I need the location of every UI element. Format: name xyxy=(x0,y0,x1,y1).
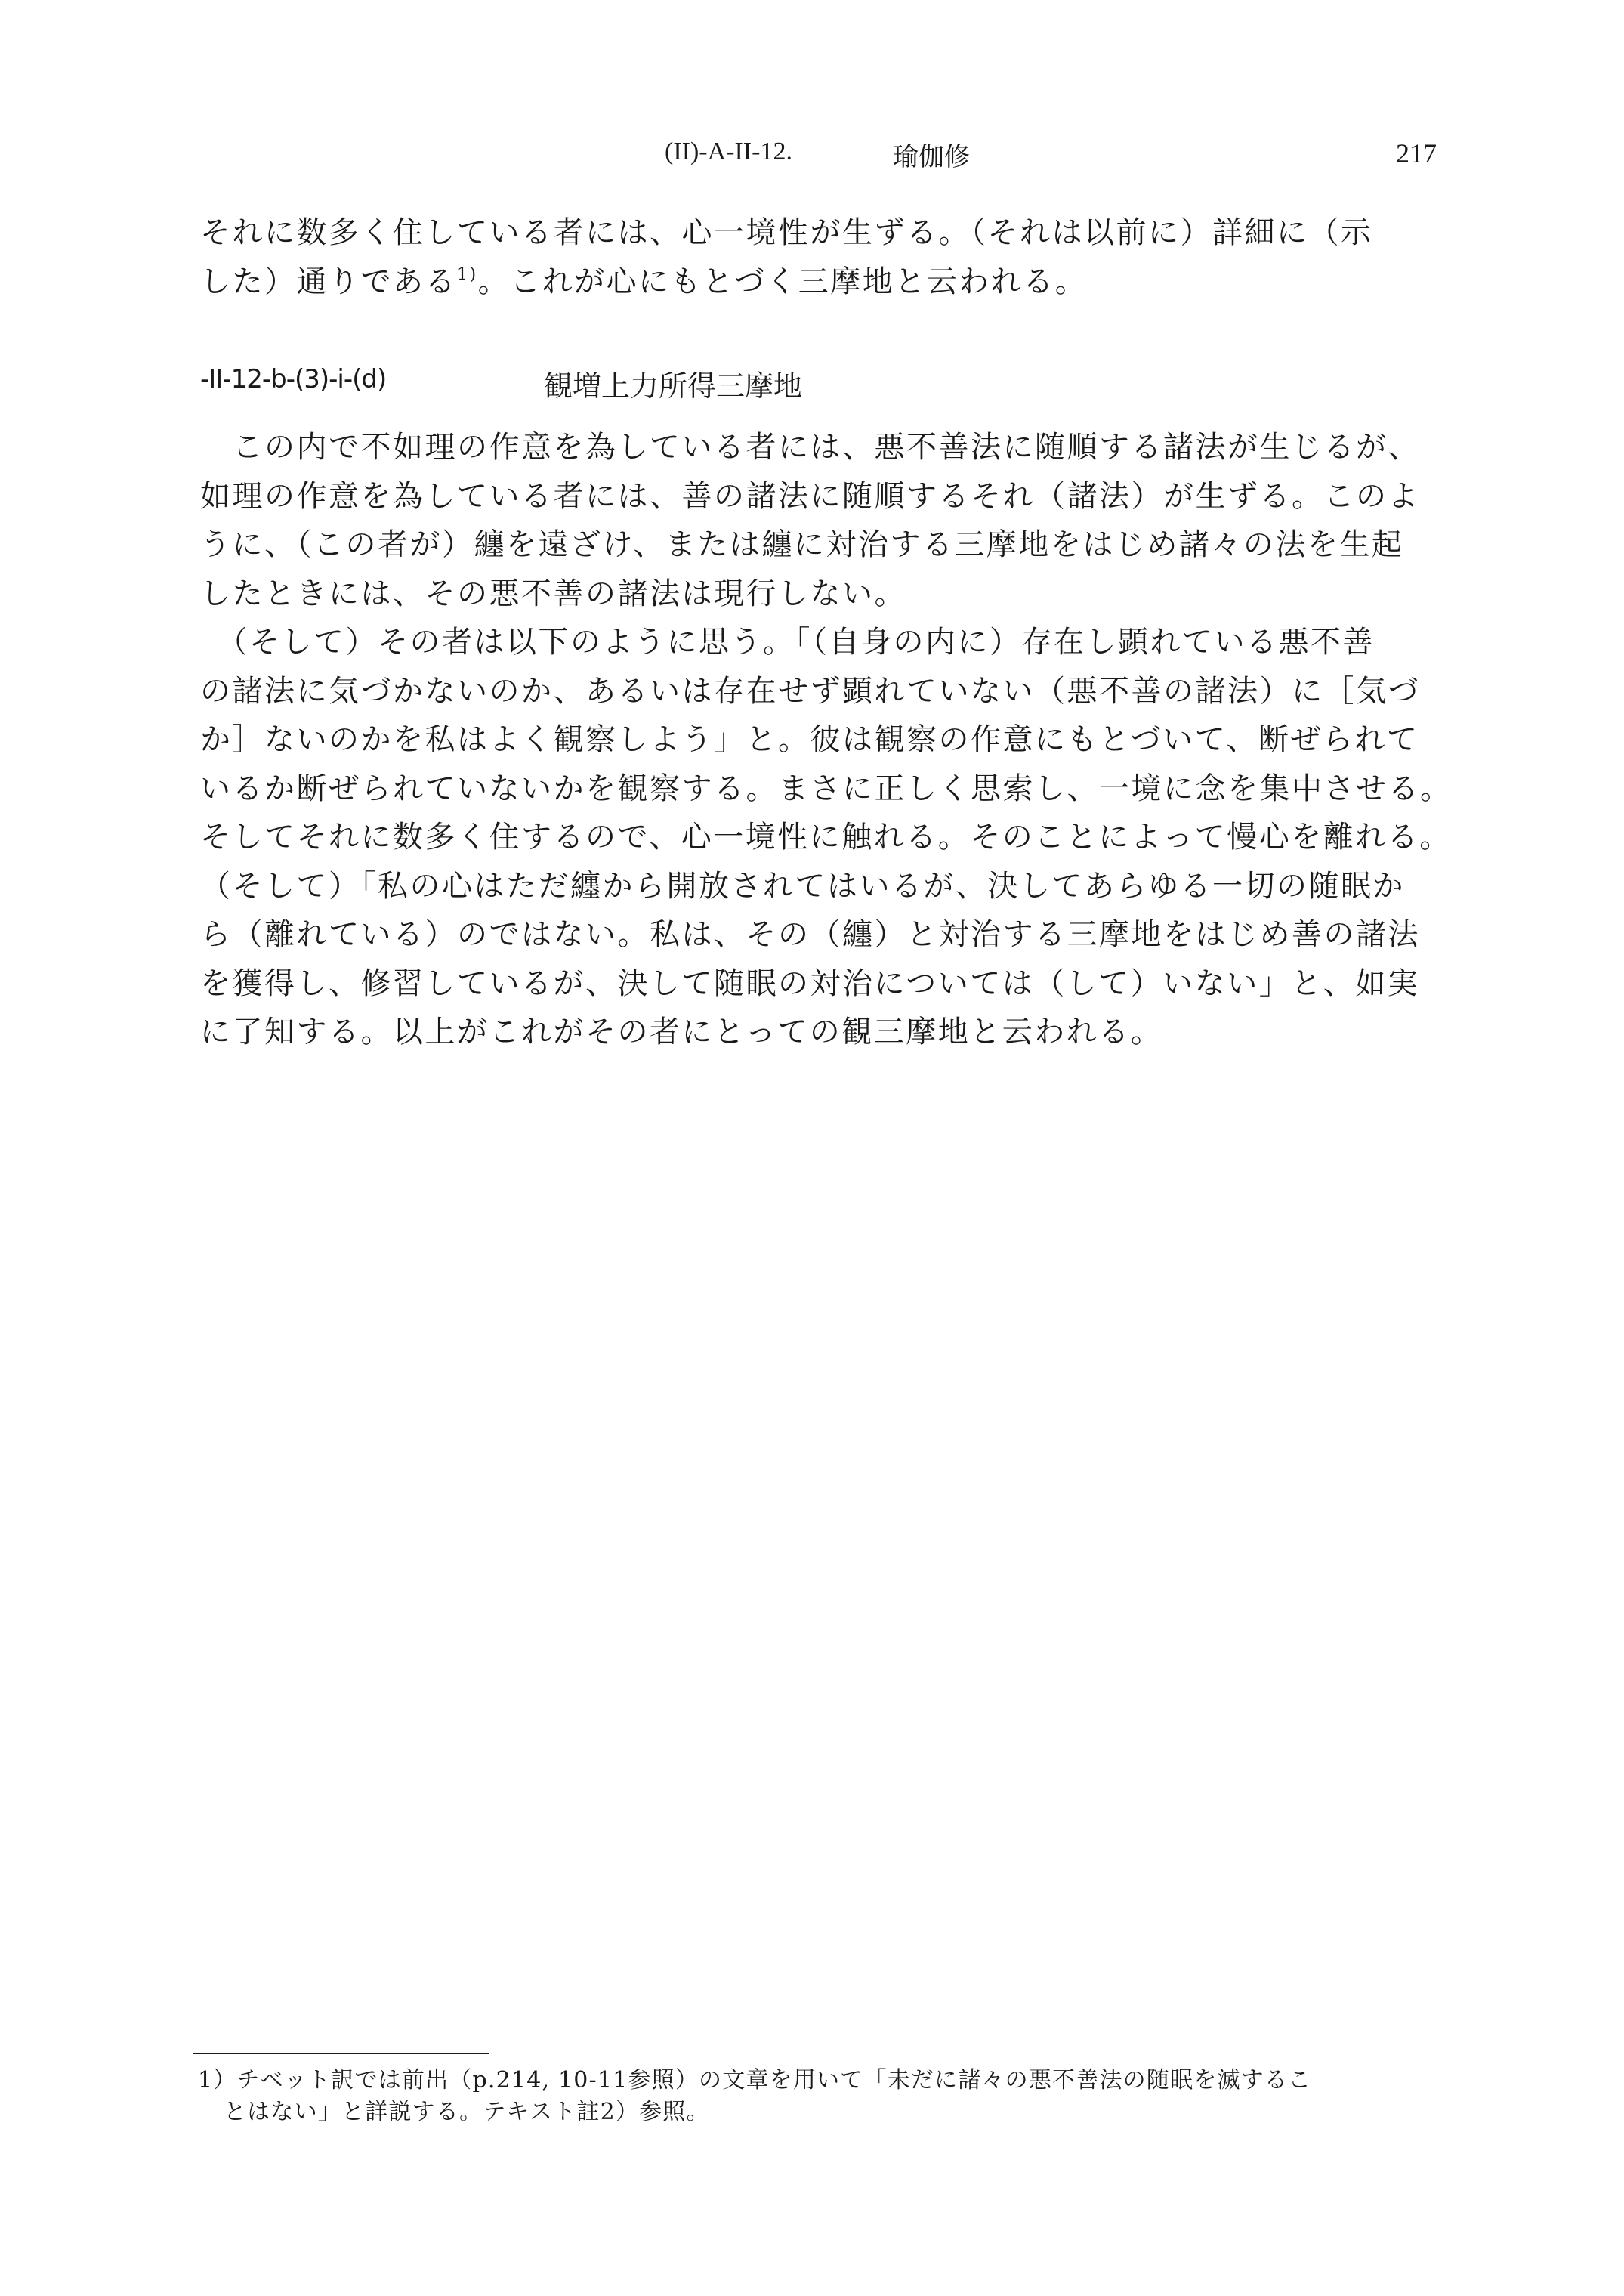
text-line: それに数多く住している者には、心一境性が生ずる。（それは以前に）詳細に（示 xyxy=(200,215,1373,250)
section-title: 観増上力所得三摩地 xyxy=(544,369,803,403)
text-line: の諸法に気づかないのか、あるいは存在せず顕れていない（悪不善の諸法）に［気づ xyxy=(200,673,1420,709)
header-title: 瑜伽修 xyxy=(893,142,970,172)
footnote-line: 1）チベット訳では前出（p.214, 10-11参照）の文章を用いて「未だに諸々の悪不善法の随眠を滅するこ xyxy=(198,2067,1312,2094)
text-line: ら（離れている）のではない。私は、その（纏）と対治する三摩地をはじめ善の諸法 xyxy=(200,917,1420,952)
footnote-line: とはない」と詳説する。テキスト註2）参照。 xyxy=(224,2099,710,2125)
text-line: 如理の作意を為している者には、善の諸法に随順するそれ（諸法）が生ずる。このよ xyxy=(200,478,1420,514)
footnote-reference: 1) xyxy=(457,264,478,284)
text-line: （そして）「私の心はただ纏から開放されてはいるが、決してあらゆる一切の随眠か xyxy=(200,868,1405,904)
text-line: したときには、その悪不善の諸法は現行しない。 xyxy=(200,576,906,611)
page-number: 217 xyxy=(1396,138,1437,168)
text-fragment: した）通りである xyxy=(200,264,457,299)
footnote xyxy=(198,2065,1311,2128)
text-line: うに、（この者が）纏を遠ざけ、または纏に対治する三摩地をはじめ諸々の法を生起 xyxy=(200,527,1404,562)
text-line: に了知する。以上がこれがその者にとっての観三摩地と云われる。 xyxy=(200,1015,1163,1049)
text-line: を獲得し、修習しているが、決して随眠の対治については（して）いない」と、如実 xyxy=(200,966,1420,1001)
text-line: そしてそれに数多く住するので、心一境性に触れる。そのことによって慢心を離れる。 xyxy=(200,820,1452,854)
text-line: か］ないのかを私はよく観察しよう」と。彼は観察の作意にもとづいて、断ぜられて xyxy=(200,722,1419,757)
header-section-code: (II)-A-II-12. xyxy=(665,138,792,165)
body-text xyxy=(200,423,1453,1057)
text-line xyxy=(200,258,1446,307)
text-line: この内で不如理の作意を為している者には、悪不善法に随順する諸法が生じるが、 xyxy=(200,430,1420,465)
text-line: いるか断ぜられていないかを観察する。まさに正しく思索し、一境に念を集中させる。 xyxy=(200,771,1453,806)
text-fragment: 。これが心にもとづく三摩地と云われる。 xyxy=(477,264,1088,299)
intro-paragraph xyxy=(200,209,1446,306)
text-line: （そして）その者は以下のように思う。「（自身の内に）存在し顕れている悪不善 xyxy=(200,625,1375,660)
footnote-rule xyxy=(193,2053,489,2054)
section-id: -II-12-b-(3)-i-(d) xyxy=(200,364,387,394)
